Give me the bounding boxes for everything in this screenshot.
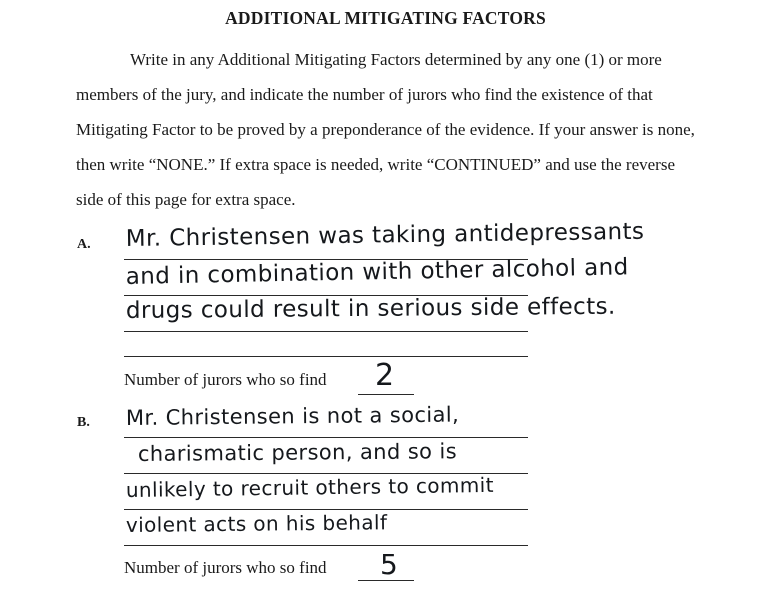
- answer-b-rule-1: [124, 437, 528, 438]
- answer-b-line-3: unlikely to recruit others to commit: [125, 472, 495, 502]
- answer-a-line-1: Mr. Christensen was taking antidepressants: [125, 218, 645, 252]
- jurors-count-a: 2: [375, 358, 395, 393]
- item-label-b: B.: [77, 415, 90, 430]
- answer-a-rule-3: [124, 331, 528, 332]
- answer-a-line-3: drugs could result in serious side effects.: [125, 293, 616, 324]
- answer-b-line-4: violent acts on his behalf: [125, 510, 388, 537]
- answer-a-line-2: and in combination with other alcohol and: [125, 254, 629, 290]
- jurors-count-rule-a: [358, 394, 414, 395]
- answer-b-line-1: Mr. Christensen is not a social,: [125, 402, 460, 430]
- jurors-count-rule-b: [358, 580, 414, 581]
- jurors-count-b: 5: [380, 548, 398, 581]
- answer-b-rule-4: [124, 545, 528, 546]
- instructions-paragraph: [76, 42, 698, 217]
- jurors-label-a: Number of jurors who so find: [124, 370, 327, 389]
- instructions-text: Write in any Additional Mitigating Factors determined by any one (1) or more members of the jury, and indicate the number of jurors who find the existence of that Mitigating Factor to be proved by a preponderance of the evidence. If your answer is none, then write “NONE.” If extra space is needed, write “CONTINUED” and use the reverse side of this page for extra space.: [76, 50, 695, 209]
- page-title: ADDITIONAL MITIGATING FACTORS: [225, 8, 546, 28]
- answer-b-rule-3: [124, 509, 528, 510]
- answer-b-line-2: charismatic person, and so is: [137, 439, 458, 466]
- answer-a-rule-4: [124, 356, 528, 357]
- item-label-a: A.: [77, 237, 91, 252]
- jurors-label-b: Number of jurors who so find: [124, 558, 327, 577]
